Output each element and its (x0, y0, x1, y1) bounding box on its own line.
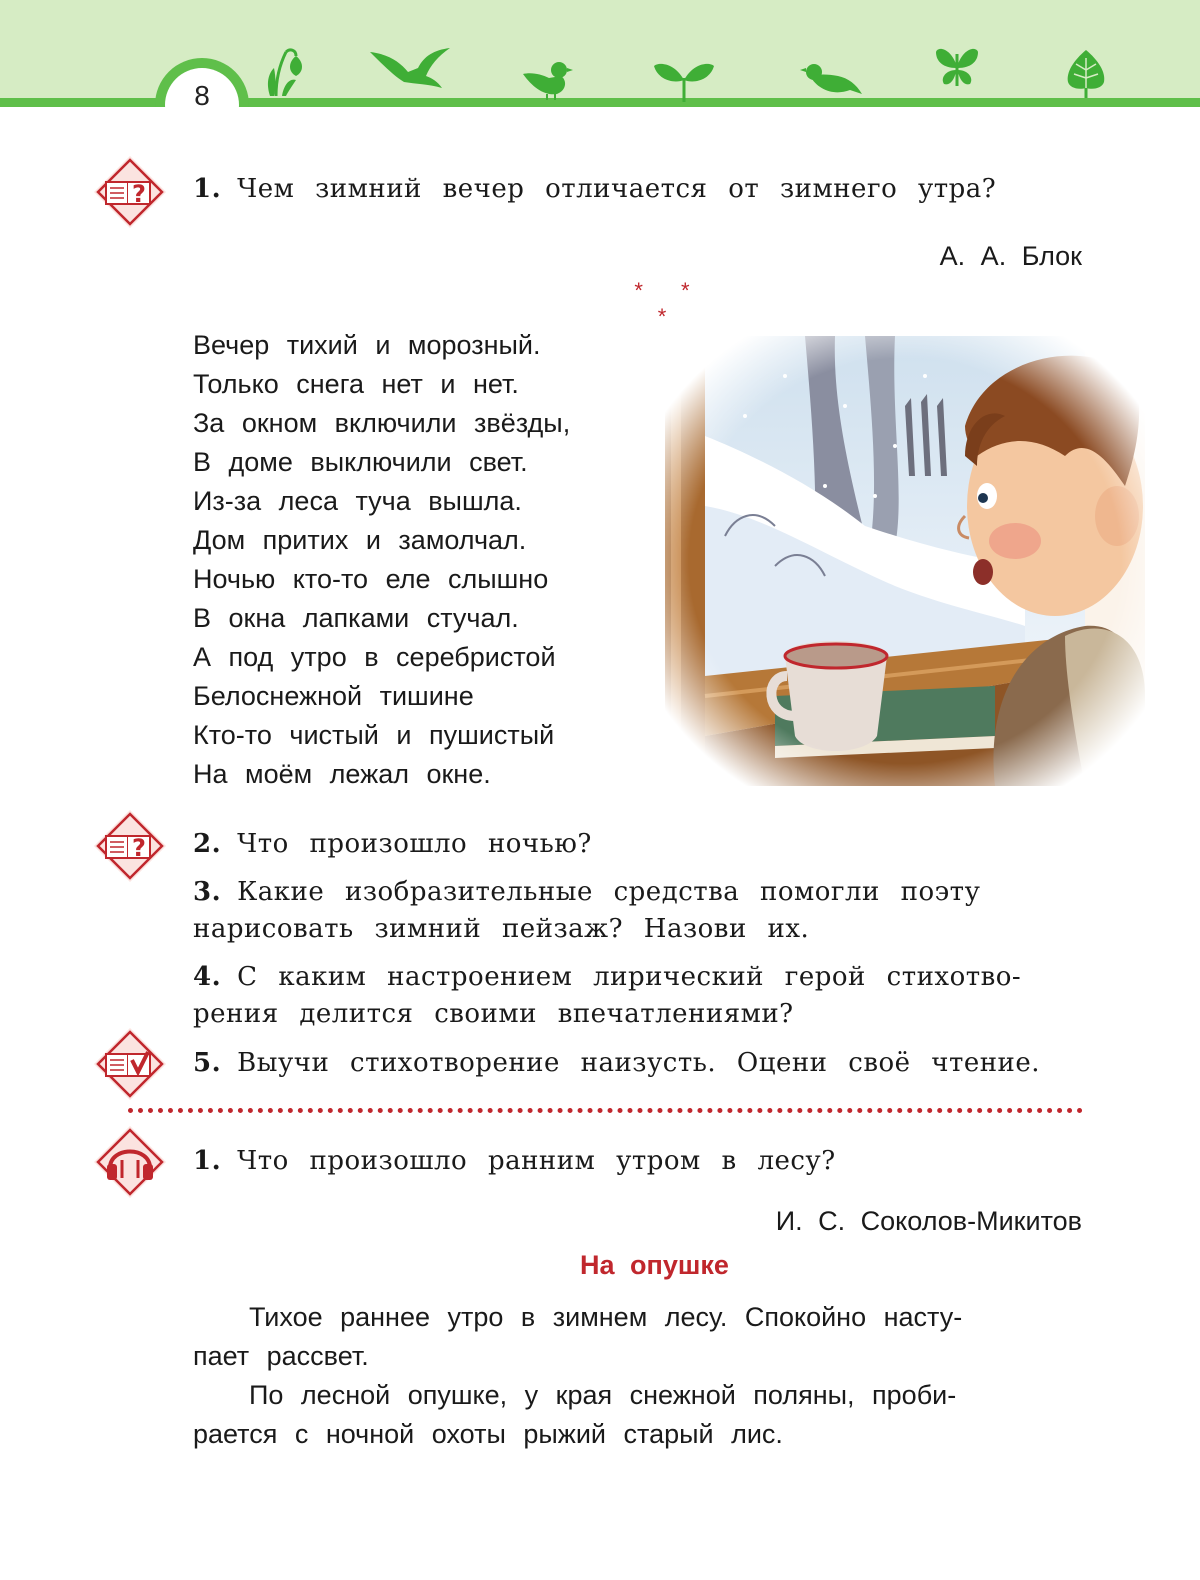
poem (193, 326, 570, 794)
butterfly-icon (934, 44, 980, 90)
sprout-icon (652, 58, 716, 102)
poem-line: А под утро в серебристой (193, 642, 556, 672)
question-number: 1. (193, 174, 222, 204)
boy-at-window-illustration (665, 336, 1145, 786)
story-paragraph-1 (193, 1298, 1081, 1376)
question-text: Какие изобразительные средства помогли поэту (237, 877, 981, 907)
book-question-icon (92, 808, 168, 884)
question-text: Что произошло ранним утром в лесу? (237, 1146, 836, 1176)
question-number: 4. (193, 962, 222, 992)
page-tab-mask (140, 107, 270, 157)
question-number: 5. (193, 1048, 222, 1078)
bird-icon (800, 60, 862, 98)
question-text: Выучи стихотворение наизусть. Оцени своё чтение. (237, 1048, 1041, 1078)
question-3-line-2: нарисовать зимний пейзаж? Назови их. (193, 914, 810, 944)
leaf-icon (1064, 48, 1108, 98)
question-text: С каким настроением лирический герой стихотво- (237, 962, 1022, 992)
question-3-line-1 (193, 877, 980, 907)
book-question-icon (92, 154, 168, 230)
question-1 (193, 174, 996, 204)
poem-line: За окном включили звёзды, (193, 408, 571, 438)
poem-line: Кто-то чистый и пушистый (193, 720, 555, 750)
poem-stars: * * * (634, 278, 706, 329)
book-check-icon (92, 1026, 168, 1102)
question-4-line-1 (193, 962, 1021, 992)
poem-line: В окна лапками стучал. (193, 603, 519, 633)
page-number: 8 (194, 80, 210, 111)
svg-text:?: ? (132, 180, 146, 208)
perched-bird-icon (521, 60, 573, 100)
story-author: И. С. Соколов-Микитов (775, 1206, 1082, 1236)
question-text: Чем зимний вечер отличается от зимнего утра? (237, 174, 997, 204)
svg-text:?: ? (132, 834, 146, 862)
poem-line: Из-за леса туча вышла. (193, 486, 522, 516)
poem-line: Белоснежной тишине (193, 681, 474, 711)
poem-line: На моём лежал окне. (193, 759, 491, 789)
question-number: 1. (193, 1146, 222, 1176)
question-2 (193, 829, 592, 859)
question-number: 2. (193, 829, 222, 859)
question-4-line-2: рения делится своими впечатлениями? (193, 999, 794, 1029)
prose-line: Тихое раннее утро в зимнем лесу. Спокойно насту- (249, 1302, 963, 1332)
headphones-icon (92, 1124, 168, 1200)
section-divider (128, 1108, 1083, 1113)
poem-line: Дом притих и замолчал. (193, 525, 527, 555)
question-text: Что произошло ночью? (237, 829, 592, 859)
listening-question-1 (193, 1146, 836, 1176)
story-title: На опушке (580, 1250, 729, 1280)
question-number: 3. (193, 877, 222, 907)
prose-line: рается с ночной охоты рыжий старый лис. (193, 1419, 783, 1449)
snowdrop-icon (262, 40, 308, 98)
prose-line: пает рассвет. (193, 1341, 369, 1371)
question-5 (193, 1048, 1040, 1078)
story-paragraph-2 (193, 1376, 1081, 1454)
flying-bird-icon (368, 46, 452, 90)
prose-line: По лесной опушке, у края снежной поляны, проби- (249, 1380, 957, 1410)
poem-line: В доме выключили свет. (193, 447, 528, 477)
poem-line: Вечер тихий и морозный. (193, 330, 541, 360)
poem-line: Только снега нет и нет. (193, 369, 519, 399)
poem-line: Ночью кто-то еле слышно (193, 564, 549, 594)
poem-author: А. А. Блок (939, 241, 1082, 271)
